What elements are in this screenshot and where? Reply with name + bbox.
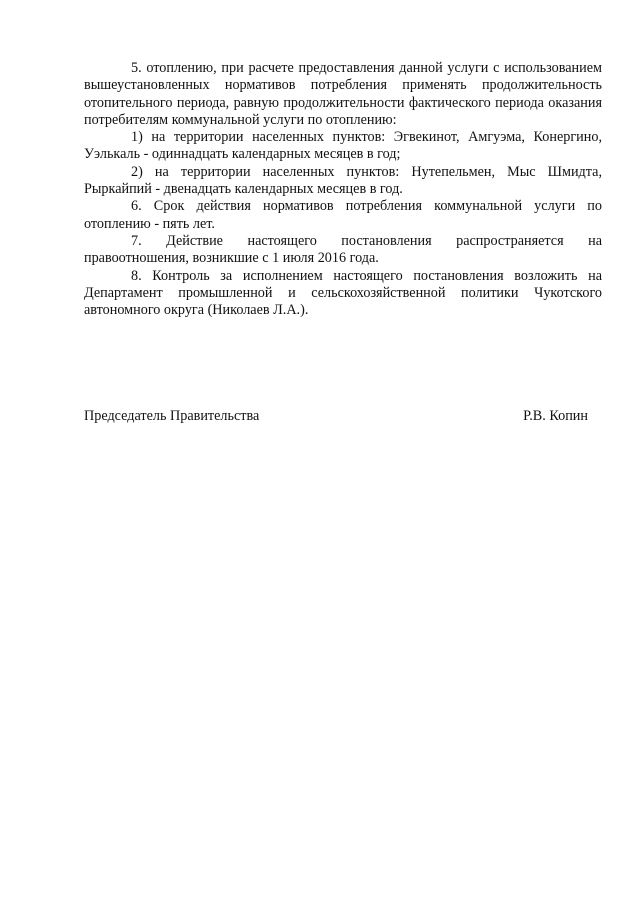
signatory-position: Председатель Правительства bbox=[84, 408, 260, 424]
signatory-name: Р.В. Копин bbox=[523, 408, 588, 424]
paragraph-subitem-2: 2) на территории населенных пунктов: Нутепельмен, Мыс Шмидта, Рыркайпий - двенадцать календарных месяцев в год. bbox=[84, 163, 602, 198]
paragraph-effective-date: 7. Действие настоящего постановления распространяется на правоотношения, возникшие с 1 июля 2016 года. bbox=[84, 232, 602, 267]
paragraph-control: 8. Контроль за исполнением настоящего постановления возложить на Департамент промышленной и сельскохозяйственной политики Чукотского автономного округа (Николаев Л.А.). bbox=[84, 267, 602, 319]
signature-block bbox=[84, 408, 588, 425]
paragraph-subitem-1: 1) на территории населенных пунктов: Эгвекинот, Амгуэма, Конергино, Уэлькаль - одиннадцать календарных месяцев в год; bbox=[84, 129, 602, 163]
paragraph-heating-period: 5. отоплению, при расчете предоставления данной услуги с использованием вышеустановленных нормативов потребления применять продолжительность отопительного периода, равную продолжительности фактического периода оказания потребителям коммунальной услуги по отоплению: bbox=[84, 60, 602, 128]
paragraph-validity-term: 6. Срок действия нормативов потребления коммунальной услуги по отоплению - пять лет. bbox=[84, 198, 602, 232]
document-body bbox=[84, 60, 602, 319]
